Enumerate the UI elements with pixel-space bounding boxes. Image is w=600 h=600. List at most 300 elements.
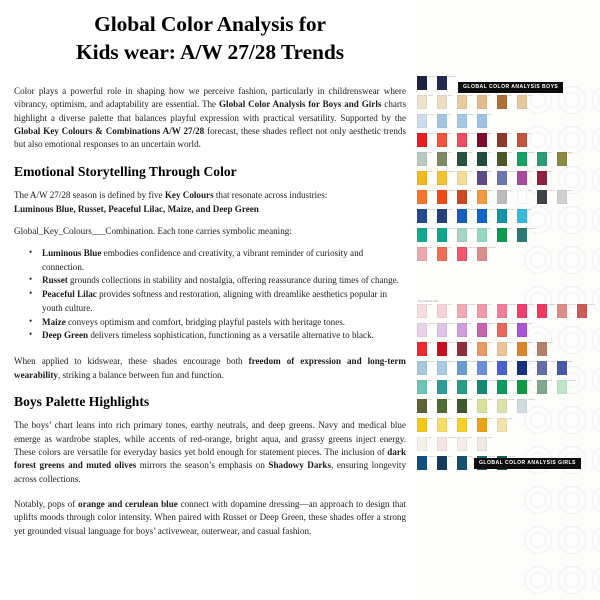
color-swatch [417,323,427,337]
swatch-group [417,209,437,223]
swatch-label: Sage [548,381,552,382]
swatch-group [417,76,437,90]
swatch-label: Orchid [528,172,533,173]
swatch-label: Cerulean [488,210,495,211]
bullet-text: embodies confidence and creativity, a vibrant reminder of curiosity and connection. [42,248,364,272]
swatch-label: Midnight Navy [428,77,437,81]
swatch-group [497,171,517,185]
swatch-row [416,380,600,399]
color-swatch [497,95,507,109]
swatch-label: Royal [508,362,513,363]
swatch-label: Clay [528,134,532,135]
swatch-label: Mist [488,115,491,116]
intro-text-1: Color plays a powerful role in shaping how we perceive fashion, particularly in childrenswear where vibrancy, optimism, and adaptability are essential. The [14,86,406,110]
swatch-row [416,437,600,456]
swatch-group [497,190,517,204]
swatch-label: Powder [468,115,474,116]
color-swatch [477,437,487,451]
color-swatch [437,228,447,242]
color-swatch [577,304,587,318]
boys-p1-text-2: mirrors the season’s emphasis on [136,460,269,471]
swatch-group [457,323,477,337]
swatch-label: Coral [448,248,452,249]
swatch-group [437,342,457,356]
swatch-label: Baby Blue [448,362,456,363]
color-swatch [437,437,447,451]
swatch-group [457,95,477,109]
boys-palette-chart [416,76,600,266]
boys-p1-text-3: , ensuring longevity across collections. [14,460,406,484]
color-swatch [417,95,427,109]
swatch-label: Sunflower [448,172,456,173]
color-swatch [497,304,507,318]
watermark-circle [592,566,600,594]
swatch-label: Moss [448,400,452,401]
color-swatch [477,133,487,147]
swatch-group [477,114,497,128]
swatch-label: Pale Blue [528,400,535,401]
swatch-label: Slate Blue [548,362,556,363]
swatch-group [557,152,577,166]
lead-text-2: that resonate across industries: [213,190,328,201]
color-swatch [457,209,467,223]
swatch-label: Bluebell [488,362,494,363]
swatch-group [497,399,517,413]
swatch-label: Cream [428,96,433,97]
color-swatch [557,380,567,394]
color-swatch [497,171,507,185]
color-swatch [457,456,467,470]
swatch-group [477,133,497,147]
swatch-group [477,190,497,204]
swatch-label: Cobalt [448,210,453,211]
swatch-group [437,437,457,451]
swatch-group [457,209,477,223]
color-swatch [417,190,427,204]
swatch-label: Luminous Blue [528,362,537,366]
color-swatch [457,190,467,204]
swatch-label: Navy [448,457,452,458]
color-swatch [497,380,507,394]
swatch-label: Rust [468,191,472,192]
color-swatch [417,361,427,375]
color-swatch [477,228,487,242]
swatch-group [417,95,437,109]
color-swatch [537,190,547,204]
bullet-text: delivers timeless sophistication, functioning as a versatile alternative to black. [88,330,374,341]
color-swatch [417,228,427,242]
swatch-group [417,133,437,147]
watermark-circle [558,526,586,554]
swatch-label: Ice Blue [428,115,434,116]
swatch-group [517,304,537,318]
swatch-group [557,190,577,204]
swatch-group [437,133,457,147]
swatch-group [457,342,477,356]
color-swatch [557,361,567,375]
swatch-group [457,418,477,432]
swatch-group [417,171,437,185]
list-item [42,288,406,315]
swatch-group [537,342,557,356]
boys-p1-text-1: The boys’ chart leans into rich primary tones, earthy neutrals, and deep greens. Navy and medical blue emerge as wardrobe staples, while accents of red-orange, bright aqua, and grassy greens inject energy. These colors are versatile for everyday basics yet bold enough for statement pieces. The inclusion of [14,420,406,457]
bullet-term: Russet [42,275,68,286]
watermark-circle [524,526,552,554]
swatch-group [437,171,457,185]
swatch-group [437,399,457,413]
swatch-group [557,304,577,318]
swatch-group [437,323,457,337]
swatch-label: Mint [488,229,492,230]
swatch-group [517,323,537,337]
swatch-label: Peach [488,343,493,344]
color-swatch [517,171,527,185]
color-swatch [437,114,447,128]
color-swatch [477,380,487,394]
swatch-group [417,342,437,356]
color-swatch [517,228,527,242]
girls-swatch-grid [416,304,600,475]
color-swatch [517,209,527,223]
color-swatch [537,171,547,185]
swatch-group [517,171,537,185]
color-swatch [477,190,487,204]
swatch-group [417,304,437,318]
swatch-group [537,380,557,394]
swatch-group [437,190,457,204]
swatch-label: Linen [488,438,492,439]
swatch-label: Pastel Mint [568,381,576,382]
color-swatch [457,342,467,356]
color-swatch [517,133,527,147]
bullet-text: conveys optimism and comfort, bridging playful pastels with heritage tones. [65,316,346,327]
swatch-group [537,171,557,185]
swatch-group [457,190,477,204]
swatch-group [477,437,497,451]
color-swatch [457,399,467,413]
swatch-label: Maize [428,419,433,420]
swatch-row [416,76,600,95]
swatch-group [477,228,497,242]
swatch-group [417,323,437,337]
closing-paragraph [14,355,406,382]
color-swatch [477,114,487,128]
swatch-label: Lavender [448,324,455,325]
swatch-row [416,209,600,228]
swatch-group [497,228,517,242]
swatch-label: Red [428,343,431,344]
swatch-label: Deep Teal [528,229,536,230]
color-swatch [497,228,507,242]
color-swatch [457,380,467,394]
list-item [42,316,406,329]
swatch-group [497,152,517,166]
swatch-group [517,152,537,166]
swatch-row [416,418,600,437]
color-swatch [437,209,447,223]
color-swatch [497,209,507,223]
swatch-group [477,399,497,413]
color-swatch [517,95,527,109]
swatch-label: Olive [448,153,452,154]
swatch-group [457,399,477,413]
swatch-group [437,247,457,261]
lead-text-1: The A/W 27/28 season is defined by five [14,190,165,201]
swatch-label: Pistachio [508,400,515,401]
swatch-label: Rose White [448,438,457,439]
swatch-label: Ochre [488,419,493,420]
color-swatch [477,323,487,337]
combination-line: Global_Key_Colours___Combination. Each tone carries symbolic meaning: [14,225,292,236]
swatch-label: Dusty Rose [488,248,497,249]
section-heading-boys-palette: Boys Palette Highlights [14,393,150,409]
color-swatch [417,437,427,451]
color-swatch [437,323,447,337]
color-swatch [417,399,427,413]
swatch-label: Sand [448,96,452,97]
intro-paragraph [14,85,406,152]
swatch-group [517,228,537,242]
color-swatch [457,437,467,451]
swatch-label: Peaceful Lilac [428,324,437,328]
swatch-label: Silver [568,191,572,192]
swatch-label: Olive [428,400,432,401]
swatch-label: Flame [448,134,453,135]
closing-text-1: When applied to kidswear, these shades encourage both [14,356,249,367]
intro-bold-1: Global Color Analysis for Boys and Girls [218,99,382,110]
swatch-label: Turquoise [428,229,436,230]
swatch-label: Fuchsia [528,305,534,306]
swatch-group [537,361,557,375]
color-swatch [497,361,507,375]
girls-chart-badge: GLOBAL COLOR ANALYSIS GIRLS [474,458,581,469]
swatch-label: Forest [468,400,473,401]
swatch-group [477,304,497,318]
color-swatch [477,152,487,166]
swatch-label: Toffee [508,96,513,97]
swatch-label: Grass [508,229,513,230]
swatch-label: Indigo [568,362,573,363]
swatch-label: Medical Blue [468,210,477,214]
swatch-group [557,380,577,394]
color-swatch [537,152,547,166]
swatch-group [457,114,477,128]
swatch-group [497,361,517,375]
swatch-group [477,361,497,375]
swatch-label: Raspberry [548,305,556,306]
swatch-group [477,209,497,223]
watermark-circle [558,566,586,594]
swatch-label: Nude [508,343,512,344]
color-swatch [417,152,427,166]
color-swatch [417,114,427,128]
swatch-group [457,133,477,147]
swatch-label: White [528,191,533,192]
color-swatch [537,380,547,394]
swatch-group [517,399,537,413]
color-swatch [457,171,467,185]
color-swatch [477,247,487,261]
swatch-group [517,190,537,204]
swatch-label: Teal [448,381,451,382]
swatch-group [477,323,497,337]
swatch-group [537,304,557,318]
swatch-label: Shell [448,305,452,306]
swatch-group [457,247,477,261]
swatch-row [416,304,600,323]
color-swatch [537,361,547,375]
color-swatch [477,304,487,318]
swatch-label: Pine [488,153,492,154]
intro-text-2: charts highlight a diverse palette that balances playful expression with practical versatility. Supported by the [14,99,406,123]
article-text-column [8,0,412,600]
swatch-group [417,361,437,375]
color-swatch [437,342,447,356]
swatch-group [437,76,457,90]
swatch-group [497,133,517,147]
color-swatch [457,247,467,261]
swatch-label: Bone [468,438,472,439]
swatch-group [477,95,497,109]
swatch-group [477,418,497,432]
color-swatch [417,456,427,470]
swatch-label: Tangerine [448,191,455,192]
swatch-label: Charcoal [548,191,555,192]
swatch-label: Deep Navy [448,77,456,78]
watermark-circle [524,566,552,594]
swatch-label: Sky [448,115,451,116]
swatch-label: Watermelon [468,248,477,249]
swatch-label: Petrol [468,457,473,458]
color-swatch [517,399,527,413]
color-swatch [517,342,527,356]
swatch-label: Pink [488,305,492,306]
watermark-circle [558,486,586,514]
color-swatch [417,209,427,223]
lead-bold-key-colours: Key Colours [164,190,214,201]
color-swatch [437,247,447,261]
bullet-term: Peaceful Lilac [42,289,97,300]
swatch-label: Teal Blue [508,210,515,211]
swatch-group [437,304,457,318]
swatch-label: Orange [428,191,434,192]
bullet-term: Maize [42,316,66,327]
swatch-label: Cornflower [468,362,476,363]
swatch-label: Crimson [448,343,454,344]
bullet-text: provides softness and restoration, aligning with dreamlike aesthetics popular in youth culture. [42,289,387,313]
swatch-label: Emerald [528,153,534,154]
swatch-group [477,342,497,356]
swatch-label: Mocha [548,343,553,344]
swatch-label: Gold [468,419,472,420]
color-swatch [477,209,487,223]
swatch-group [477,380,497,394]
color-swatch [497,190,507,204]
swatch-label: Navy Blue [428,210,436,211]
swatch-group [477,152,497,166]
swatch-label: Lemon [448,419,453,420]
swatch-group [517,95,537,109]
swatch-label: Jade [548,153,552,154]
page-title [14,11,406,66]
color-swatch [437,133,447,147]
color-swatch [417,342,427,356]
swatch-label: Purple [528,324,533,325]
swatch-label: Coral Red [508,324,516,325]
swatch-label: Plum [548,172,552,173]
swatch-group [457,380,477,394]
boys-p1-bold-2: Shadowy Darks [268,460,332,471]
swatch-group [497,380,517,394]
swatch-group [437,418,457,432]
swatch-group [437,380,457,394]
swatch-group [517,342,537,356]
swatch-group [437,152,457,166]
swatch-row [416,399,600,418]
color-swatch [437,399,447,413]
swatch-group [497,304,517,318]
swatch-label: Maize [428,172,433,173]
color-swatch [517,323,527,337]
swatch-label: Deep Blue [428,457,436,458]
color-swatch [517,152,527,166]
swatch-group [417,247,437,261]
color-swatch [437,418,447,432]
boys-p2-bold-1: orange and cerulean blue [78,499,178,510]
swatch-group [457,361,477,375]
swatch-group [517,380,537,394]
swatch-group [417,152,437,166]
swatch-label: Aqua [428,381,432,382]
color-swatch [517,190,527,204]
swatch-group [437,209,457,223]
color-swatch [477,342,487,356]
swatch-label: Mint Deep [448,229,456,230]
swatch-group [437,228,457,242]
swatch-group [417,114,437,128]
color-swatch [437,95,447,109]
key-colours-lead [14,189,406,216]
swatch-label: Amber [528,343,533,344]
watermark-circle [592,526,600,554]
swatch-label: Grey [508,191,512,192]
swatch-group [457,152,477,166]
swatch-label: Dusty Pink [568,305,576,306]
swatch-label: Green [528,381,533,382]
boys-p2-text-2: connect with dopamine dressing—an approach to design that uplifts moods through color intensity. When paired with Russet or Deep Green, these shades offer a strong yet grounded visual language for boys’ activewear, outerwear, and casual fashion. [14,499,406,536]
closing-bold-1: freedom of expression and long-term wearability [14,356,406,380]
color-swatch [497,418,507,432]
swatch-label: Emerald [508,381,514,382]
color-analysis-chart-figure [416,0,600,600]
boys-p1-bold-1: dark forest greens and muted olives [14,446,406,471]
swatch-label: True Red [428,134,435,135]
color-swatch [417,380,427,394]
boys-swatch-grid [416,76,600,266]
color-swatch [437,190,447,204]
swatch-group [417,228,437,242]
swatch-label: Deep Green [488,381,497,382]
swatch-row [416,361,600,380]
swatch-label: Terracotta [588,305,596,306]
swatch-group [437,456,457,470]
swatch-row [416,323,600,342]
swatch-label: Wine [468,343,472,344]
swatch-group [457,228,477,242]
intro-bold-2: Global Key Colours & Combinations A/W 27/28 [14,126,205,137]
color-swatch [457,152,467,166]
swatch-group [417,437,437,451]
